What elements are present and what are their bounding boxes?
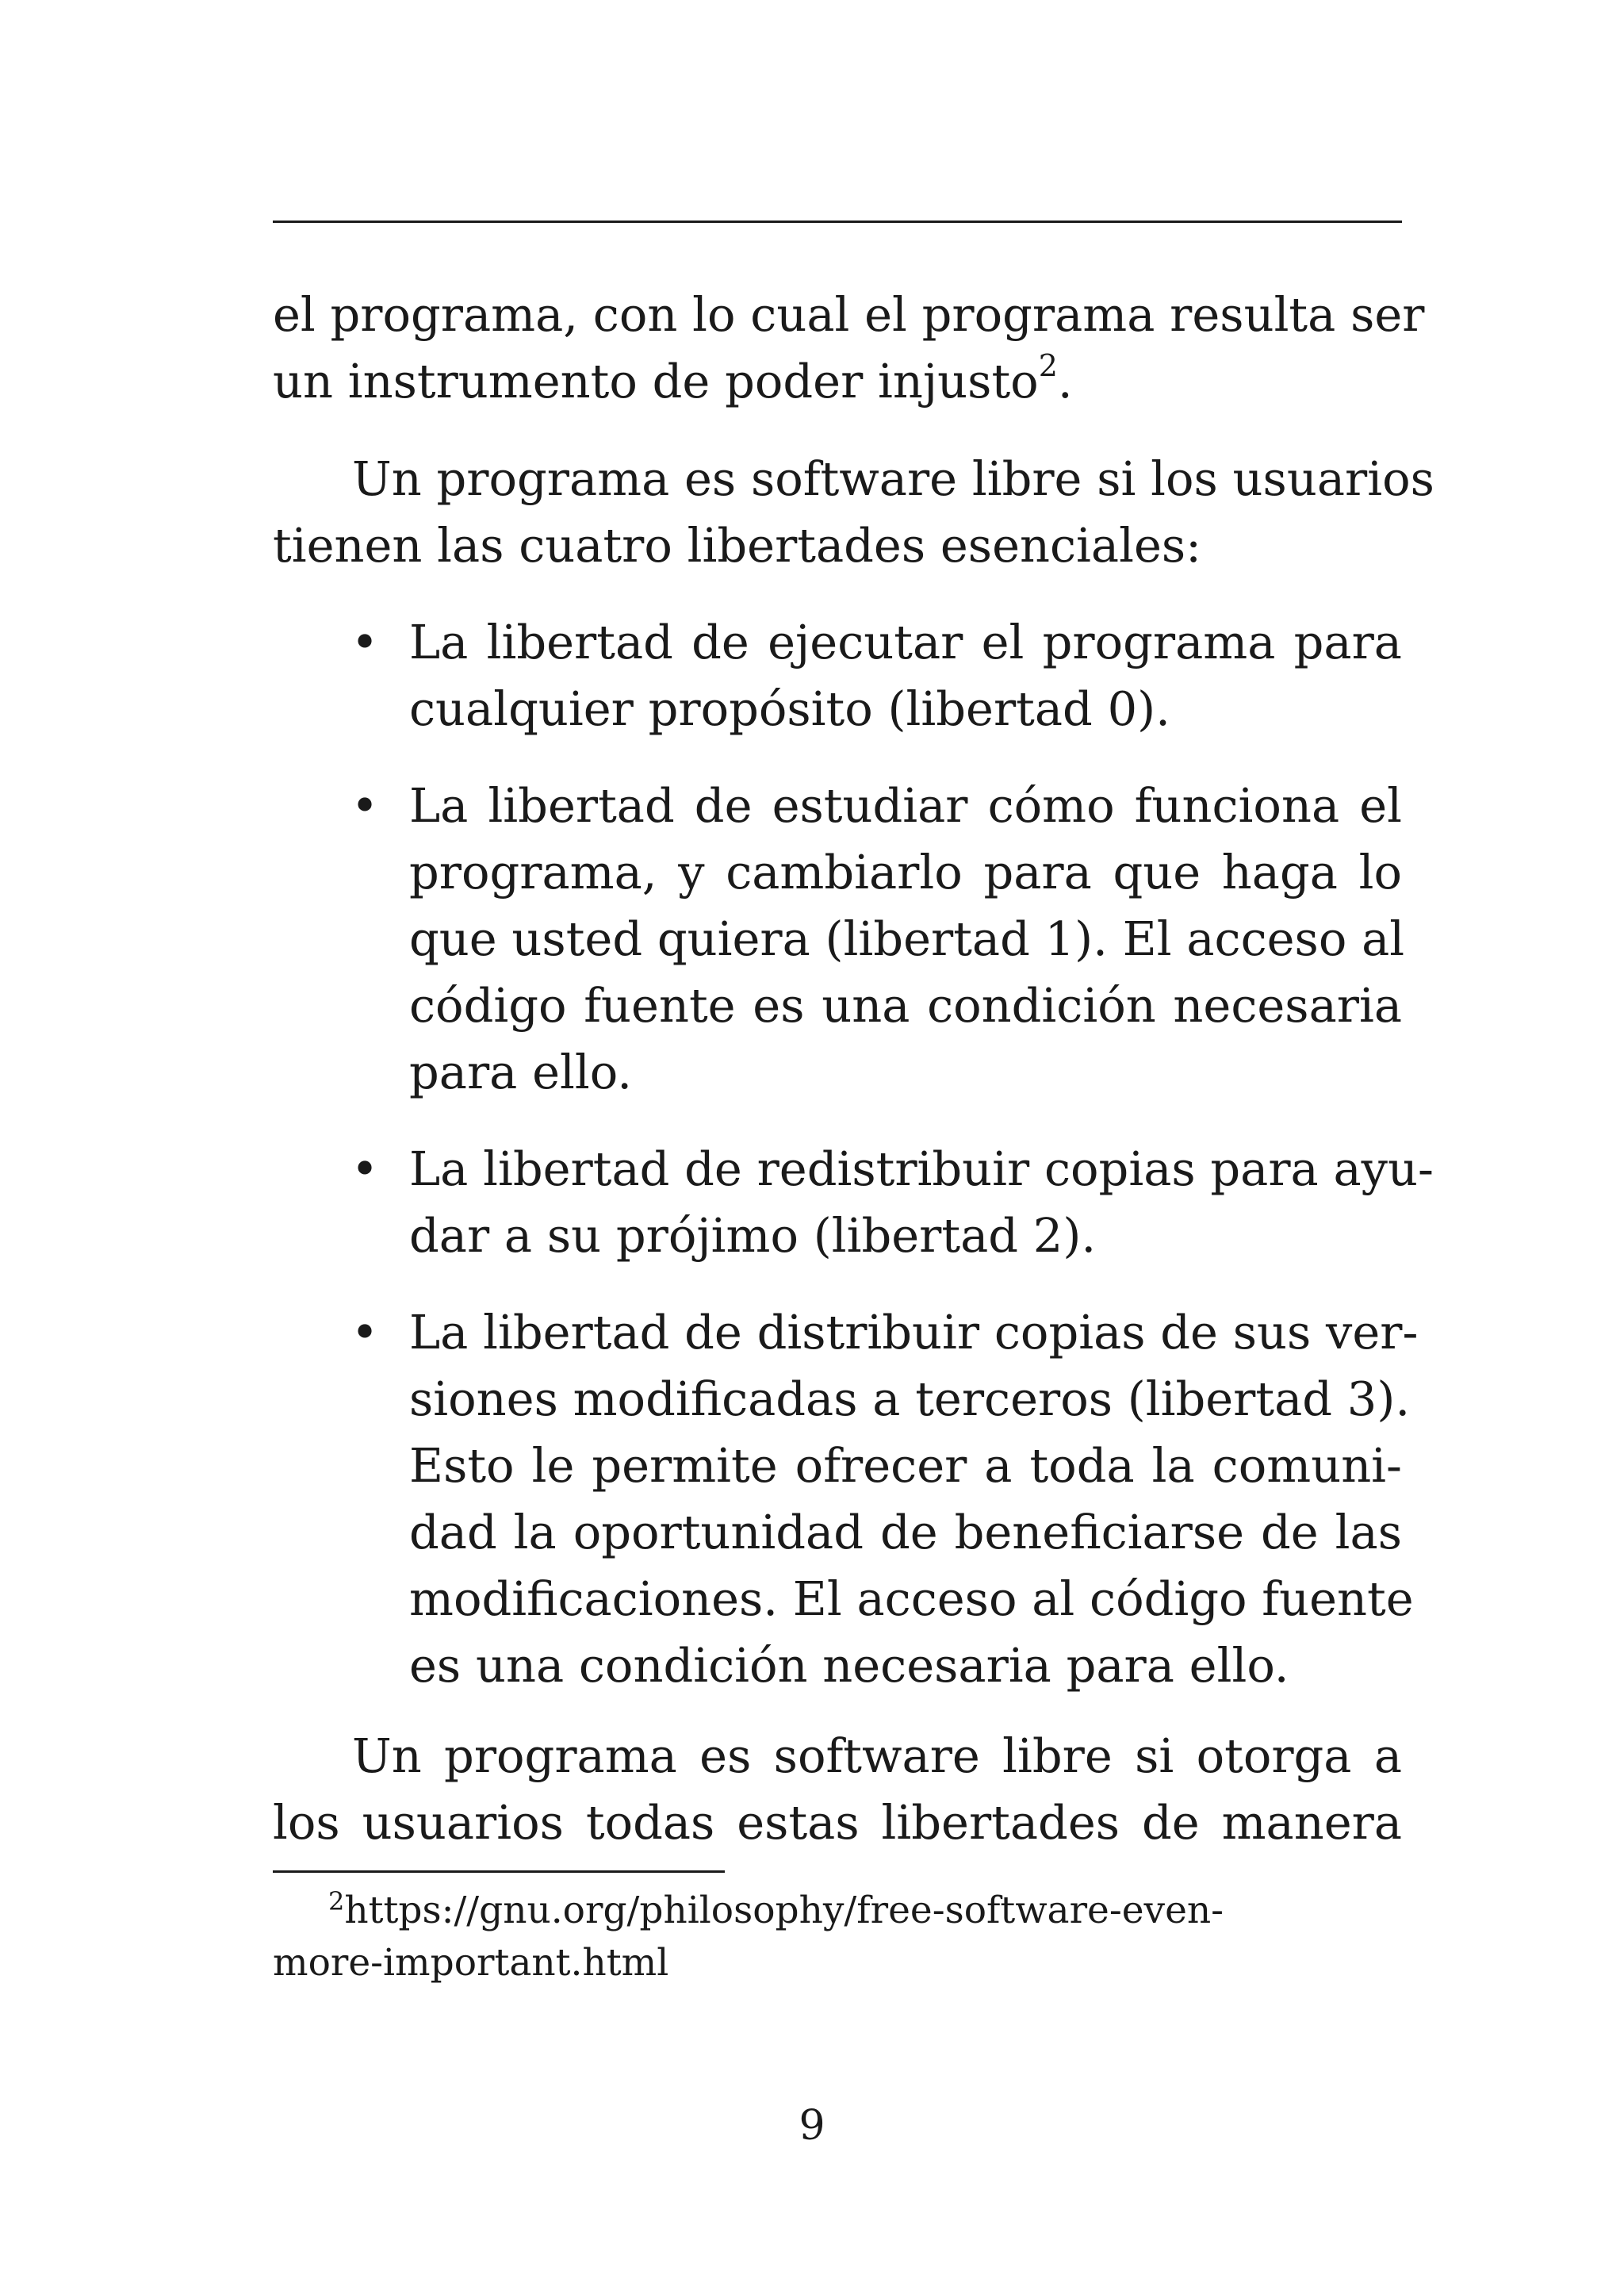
- paragraph-text: .: [1057, 354, 1073, 409]
- list-item: [273, 773, 1405, 1106]
- list-item-line: dar a su prójimo (libertad 2).: [409, 1208, 1097, 1263]
- freedoms-list: [273, 609, 1434, 1699]
- list-item-line: La libertad de redistribuir copias para ayu-: [409, 1141, 1434, 1196]
- list-item-line: programa, y cambiarlo para que haga lo: [409, 845, 1402, 900]
- footnote-rule: [273, 1870, 725, 1873]
- list-item-line: La libertad de ejecutar el programa para: [409, 615, 1402, 669]
- paragraph-conclusion: [273, 1723, 1402, 1856]
- paragraph-continuation: [273, 282, 1425, 415]
- bullet-icon: •: [350, 615, 379, 669]
- list-item-line: dad la oportunidad de beneficiarse de las: [409, 1505, 1402, 1559]
- footnote-line: more-important.html: [273, 1941, 669, 1985]
- paragraph-line: Un programa es software libre si los usuarios: [352, 451, 1434, 506]
- bullet-icon: •: [350, 1305, 379, 1360]
- list-item-line: siones modificadas a terceros (libertad 3).: [409, 1371, 1411, 1426]
- bullet-icon: •: [350, 1141, 379, 1196]
- list-item-line: La libertad de estudiar cómo funciona el: [409, 778, 1402, 833]
- footnote: [273, 1886, 1402, 1988]
- list-item-line: modificaciones. El acceso al código fuente: [409, 1571, 1414, 1626]
- paragraph-line: tienen las cuatro libertades esenciales:: [273, 518, 1202, 573]
- list-item-line: es una condición necesaria para ello.: [409, 1638, 1289, 1693]
- page-number: 9: [799, 2102, 825, 2150]
- paragraph-line: los usuarios todas estas libertades de manera: [273, 1795, 1402, 1850]
- list-item-line: Esto le permite ofrecer a toda la comuni-: [409, 1438, 1402, 1493]
- list-item-line: cualquier propósito (libertad 0).: [409, 681, 1170, 736]
- list-item: [273, 609, 1402, 742]
- footnote-line: [273, 1886, 1402, 1939]
- header-rule: [273, 221, 1402, 223]
- paragraph-intro: [273, 446, 1434, 579]
- paragraph-line: Un programa es software libre si otorga a: [352, 1728, 1402, 1783]
- footnote-url: https://gnu.org/philosophy/free-software-even-: [344, 1889, 1224, 1932]
- list-item: [273, 1299, 1419, 1699]
- paragraph-text: un instrumento de poder injusto: [273, 354, 1039, 409]
- list-item-line: código fuente es una condición necesaria: [409, 978, 1402, 1033]
- paragraph-line: [273, 348, 1402, 415]
- list-item-line: La libertad de distribuir copias de sus ver-: [409, 1305, 1419, 1360]
- footnote-mark: 2: [328, 1886, 345, 1916]
- list-item-line: para ello.: [409, 1045, 632, 1099]
- paragraph-line: el programa, con lo cual el programa resulta ser: [273, 287, 1425, 342]
- bullet-icon: •: [350, 778, 379, 833]
- list-item: [273, 1136, 1434, 1269]
- list-item-line: que usted quiera (libertad 1). El acceso al: [409, 911, 1405, 966]
- footnote-reference: 2: [1038, 348, 1058, 384]
